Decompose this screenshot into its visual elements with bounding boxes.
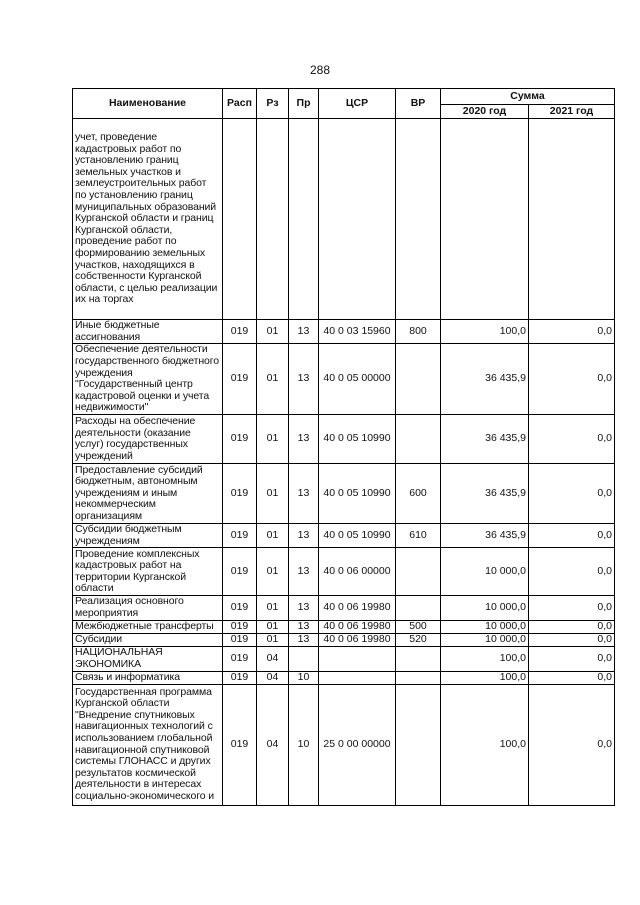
- cell-2021: 0,0: [529, 671, 615, 684]
- header-pr: Пр: [289, 89, 319, 119]
- cell-name: Государственная программа Курганской области "Внедрение спутниковых навигационных технологий с использованием глобальной навигационной спутниковой системы ГЛОНАСС и других результатов космической деятельности в интересах социально-экономического и: [73, 684, 223, 805]
- cell-name: Субсидии бюджетным учреждениям: [73, 524, 223, 548]
- cell-pr: 13: [289, 320, 319, 344]
- cell-name: Межбюджетные трансферты: [73, 620, 223, 633]
- cell-2021: 0,0: [529, 524, 615, 548]
- cell-pr: 13: [289, 524, 319, 548]
- cell-pr: 10: [289, 684, 319, 805]
- cell-vr: [396, 596, 441, 620]
- cell-2020: 10 000,0: [441, 596, 529, 620]
- cell-vr: 800: [396, 320, 441, 344]
- cell-name: Расходы на обеспечение деятельности (оказание услуг) государственных учреждений: [73, 415, 223, 464]
- cell-rasp: 019: [223, 596, 257, 620]
- cell-2021: 0,0: [529, 646, 615, 671]
- header-rasp: Расп: [223, 89, 257, 119]
- cell-rz: 01: [257, 596, 289, 620]
- cell-csr: [319, 119, 396, 320]
- header-year-2021: 2021 год: [529, 105, 615, 119]
- cell-rasp: 019: [223, 524, 257, 548]
- cell-pr: 13: [289, 464, 319, 524]
- cell-rasp: 019: [223, 684, 257, 805]
- cell-rz: [257, 119, 289, 320]
- cell-2020: 36 435,9: [441, 344, 529, 415]
- cell-pr: [289, 119, 319, 320]
- cell-2020: 10 000,0: [441, 633, 529, 646]
- cell-pr: 13: [289, 620, 319, 633]
- table-row: [73, 119, 615, 320]
- table-row: [73, 524, 615, 548]
- header-year-2020: 2020 год: [441, 105, 529, 119]
- cell-rz: 01: [257, 620, 289, 633]
- cell-2020: 10 000,0: [441, 548, 529, 596]
- table-row: [73, 344, 615, 415]
- cell-vr: 600: [396, 464, 441, 524]
- cell-vr: [396, 415, 441, 464]
- cell-2021: 0,0: [529, 633, 615, 646]
- cell-vr: [396, 119, 441, 320]
- cell-name: Предоставление субсидий бюджетным, автономным учреждениям и иным некоммерческим организациям: [73, 464, 223, 524]
- header-vr: ВР: [396, 89, 441, 119]
- cell-2021: 0,0: [529, 596, 615, 620]
- cell-pr: [289, 646, 319, 671]
- cell-rz: 01: [257, 524, 289, 548]
- cell-pr: 13: [289, 344, 319, 415]
- table-row: [73, 548, 615, 596]
- cell-csr: [319, 671, 396, 684]
- cell-rz: 01: [257, 464, 289, 524]
- header-name: Наименование: [73, 89, 223, 119]
- cell-csr: 40 0 05 10990: [319, 524, 396, 548]
- header-sum: Сумма: [441, 89, 615, 105]
- header-rz: Рз: [257, 89, 289, 119]
- cell-pr: 13: [289, 633, 319, 646]
- cell-name: Реализация основного мероприятия: [73, 596, 223, 620]
- cell-rz: 01: [257, 344, 289, 415]
- cell-name: Проведение комплексных кадастровых работ на территории Курганской области: [73, 548, 223, 596]
- cell-2020: 100,0: [441, 671, 529, 684]
- cell-csr: 40 0 06 19980: [319, 633, 396, 646]
- cell-2020: 100,0: [441, 646, 529, 671]
- cell-rasp: [223, 119, 257, 320]
- cell-name: Связь и информатика: [73, 671, 223, 684]
- cell-pr: 13: [289, 415, 319, 464]
- cell-rasp: 019: [223, 464, 257, 524]
- cell-2021: [529, 119, 615, 320]
- header-csr: ЦСР: [319, 89, 396, 119]
- cell-pr: 13: [289, 548, 319, 596]
- cell-rz: 01: [257, 633, 289, 646]
- cell-rz: 04: [257, 671, 289, 684]
- cell-2020: [441, 119, 529, 320]
- cell-csr: 40 0 03 15960: [319, 320, 396, 344]
- table-row: [73, 684, 615, 805]
- cell-2021: 0,0: [529, 344, 615, 415]
- table-row: [73, 620, 615, 633]
- cell-rasp: 019: [223, 344, 257, 415]
- cell-rasp: 019: [223, 548, 257, 596]
- cell-name: Обеспечение деятельности государственного бюджетного учреждения "Государственный центр кадастровой оценки и учета недвижимости": [73, 344, 223, 415]
- cell-name: Иные бюджетные ассигнования: [73, 320, 223, 344]
- cell-2020: 100,0: [441, 684, 529, 805]
- cell-2021: 0,0: [529, 415, 615, 464]
- cell-2020: 10 000,0: [441, 620, 529, 633]
- cell-vr: [396, 671, 441, 684]
- cell-rz: 04: [257, 646, 289, 671]
- table-row: [73, 646, 615, 671]
- cell-rasp: 019: [223, 633, 257, 646]
- cell-rasp: 019: [223, 671, 257, 684]
- cell-rz: 01: [257, 320, 289, 344]
- page-number: 288: [309, 63, 331, 77]
- cell-2021: 0,0: [529, 684, 615, 805]
- cell-2021: 0,0: [529, 548, 615, 596]
- cell-vr: 500: [396, 620, 441, 633]
- cell-2020: 36 435,9: [441, 464, 529, 524]
- cell-rz: 01: [257, 548, 289, 596]
- cell-rz: 04: [257, 684, 289, 805]
- cell-name: Субсидии: [73, 633, 223, 646]
- cell-rasp: 019: [223, 646, 257, 671]
- table-row: [73, 464, 615, 524]
- cell-csr: 40 0 06 00000: [319, 548, 396, 596]
- cell-vr: [396, 684, 441, 805]
- cell-csr: 40 0 06 19980: [319, 620, 396, 633]
- cell-csr: 25 0 00 00000: [319, 684, 396, 805]
- cell-name: НАЦИОНАЛЬНАЯ ЭКОНОМИКА: [73, 646, 223, 671]
- table-row: [73, 633, 615, 646]
- table-row: [73, 671, 615, 684]
- cell-2020: 36 435,9: [441, 524, 529, 548]
- cell-2020: 36 435,9: [441, 415, 529, 464]
- cell-2020: 100,0: [441, 320, 529, 344]
- cell-vr: [396, 548, 441, 596]
- cell-vr: 610: [396, 524, 441, 548]
- table-row: [73, 320, 615, 344]
- cell-vr: 520: [396, 633, 441, 646]
- cell-2021: 0,0: [529, 620, 615, 633]
- table-row: [73, 415, 615, 464]
- cell-csr: 40 0 05 10990: [319, 415, 396, 464]
- cell-rasp: 019: [223, 320, 257, 344]
- cell-pr: 13: [289, 596, 319, 620]
- cell-rasp: 019: [223, 415, 257, 464]
- cell-2021: 0,0: [529, 320, 615, 344]
- table-row: [73, 596, 615, 620]
- cell-vr: [396, 646, 441, 671]
- cell-csr: 40 0 06 19980: [319, 596, 396, 620]
- cell-csr: [319, 646, 396, 671]
- cell-rasp: 019: [223, 620, 257, 633]
- budget-table: [72, 88, 615, 806]
- cell-rz: 01: [257, 415, 289, 464]
- cell-name: учет, проведение кадастровых работ по установлению границ земельных участков и землеустроительных работ по установлению границ муниципальных образований Курганской области и границ Курганской области, проведение работ по формированию земельных участков, находящихся в собственности Курганской области, с целью реализации их на торгах: [73, 119, 223, 320]
- cell-vr: [396, 344, 441, 415]
- cell-2021: 0,0: [529, 464, 615, 524]
- cell-csr: 40 0 05 00000: [319, 344, 396, 415]
- cell-csr: 40 0 05 10990: [319, 464, 396, 524]
- cell-pr: 10: [289, 671, 319, 684]
